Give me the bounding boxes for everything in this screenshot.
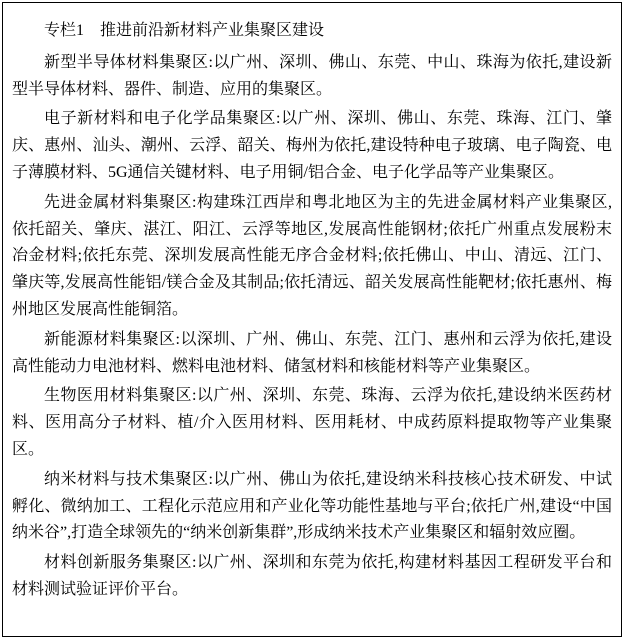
paragraph-electronic-materials-cluster: 电子新材料和电子化学品集聚区:以广州、深圳、佛山、东莞、珠海、江门、肇庆、惠州、汕头、潮州、云浮、韶关、梅州为依托,建设特种电子玻璃、电子陶瓷、电子薄膜材料、5G通信关键材料、电子用铜/铝合金、电子化学品等产业集聚区。: [12, 110, 612, 181]
callout-box-panel: [2, 2, 622, 637]
paragraph-new-energy-cluster: 新能源材料集聚区:以深圳、广州、佛山、东莞、江门、惠州和云浮为依托,建设高性能动力电池材料、燃料电池材料、储氢材料和核能材料等产业集聚区。: [12, 330, 612, 375]
paragraph-innovation-service-cluster: 材料创新服务集聚区:以广州、深圳和东莞为依托,构建材料基因工程研发平台和材料测试验证评价平台。: [12, 554, 612, 598]
paragraph-advanced-metal-cluster: 先进金属材料集聚区:构建珠江西岸和粤北地区为主的先进金属材料产业集聚区,依托韶关、肇庆、湛江、阳江、云浮等地区,发展高性能钢材;依托广州重点发展粉末冶金材料;依托东莞、深圳发展高性能无序合金材料;依托佛山、中山、清远、江门、肇庆等,发展高性能铝/镁合金及其制品;依托清远、韶关发展高性能靶材;依托惠州、梅州地区发展高性能铜箔。: [12, 193, 612, 318]
paragraph-nano-materials-cluster: 纳米材料与技术集聚区:以广州、佛山为依托,建设纳米科技核心技术研发、中试孵化、微纳加工、工程化示范应用和产业化等功能性基地与平台;依托广州,建设“中国纳米谷”,打造全球领先的“纳米创新集群”,形成纳米技术产业集聚区和辐射效应圈。: [12, 470, 612, 542]
paragraph-semiconductor-cluster: 新型半导体材料集聚区:以广州、深圳、佛山、东莞、中山、珠海为依托,建设新型半导体材料、器件、制造、应用的集聚区。: [12, 53, 612, 98]
panel-title: 专栏1 推进前沿新材料产业集聚区建设: [44, 22, 325, 39]
paragraph-biomedical-cluster: 生物医用材料集聚区:以广州、深圳、东莞、珠海、云浮为依托,建设纳米医药材料、医用高分子材料、植/介入医用材料、医用耗材、中成药原料提取物等产业集聚区。: [12, 387, 612, 458]
